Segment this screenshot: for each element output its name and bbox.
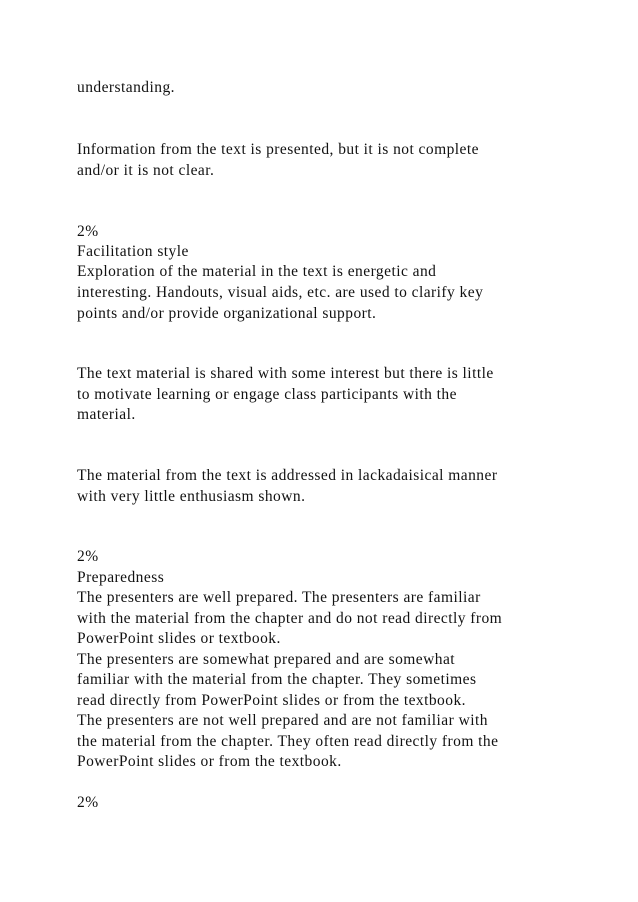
text-line: and/or it is not clear. bbox=[77, 162, 215, 179]
text-line: The presenters are somewhat prepared and are somewhat bbox=[77, 651, 456, 668]
text-line: with the material from the chapter and do not read directly from bbox=[77, 610, 503, 627]
text-line: points and/or provide organizational support. bbox=[77, 305, 377, 322]
text-line: understanding. bbox=[77, 79, 175, 96]
text-line: The presenters are well prepared. The presenters are familiar bbox=[77, 589, 481, 606]
text-line: The material from the text is addressed in lackadaisical manner bbox=[77, 467, 498, 484]
text-line: the material from the chapter. They often read directly from the bbox=[77, 733, 499, 750]
text-line: The text material is shared with some interest but there is little bbox=[77, 365, 494, 382]
criterion-title: Preparedness bbox=[77, 569, 165, 586]
weight-percent: 2% bbox=[77, 223, 99, 240]
text-line: material. bbox=[77, 406, 136, 423]
text-line: familiar with the material from the chapter. They sometimes bbox=[77, 671, 477, 688]
text-line: read directly from PowerPoint slides or from the textbook. bbox=[77, 692, 466, 709]
text-line: interesting. Handouts, visual aids, etc. are used to clarify key bbox=[77, 284, 484, 301]
text-line: PowerPoint slides or textbook. bbox=[77, 630, 281, 647]
weight-percent: 2% bbox=[77, 548, 99, 565]
text-line: PowerPoint slides or from the textbook. bbox=[77, 753, 342, 770]
text-line: The presenters are not well prepared and are not familiar with bbox=[77, 712, 488, 729]
text-line: Exploration of the material in the text is energetic and bbox=[77, 263, 437, 280]
criterion-title: Facilitation style bbox=[77, 243, 189, 260]
text-line: to motivate learning or engage class participants with the bbox=[77, 386, 457, 403]
text-line: Information from the text is presented, but it is not complete bbox=[77, 141, 479, 158]
weight-percent: 2% bbox=[77, 794, 99, 811]
text-line: with very little enthusiasm shown. bbox=[77, 488, 306, 505]
